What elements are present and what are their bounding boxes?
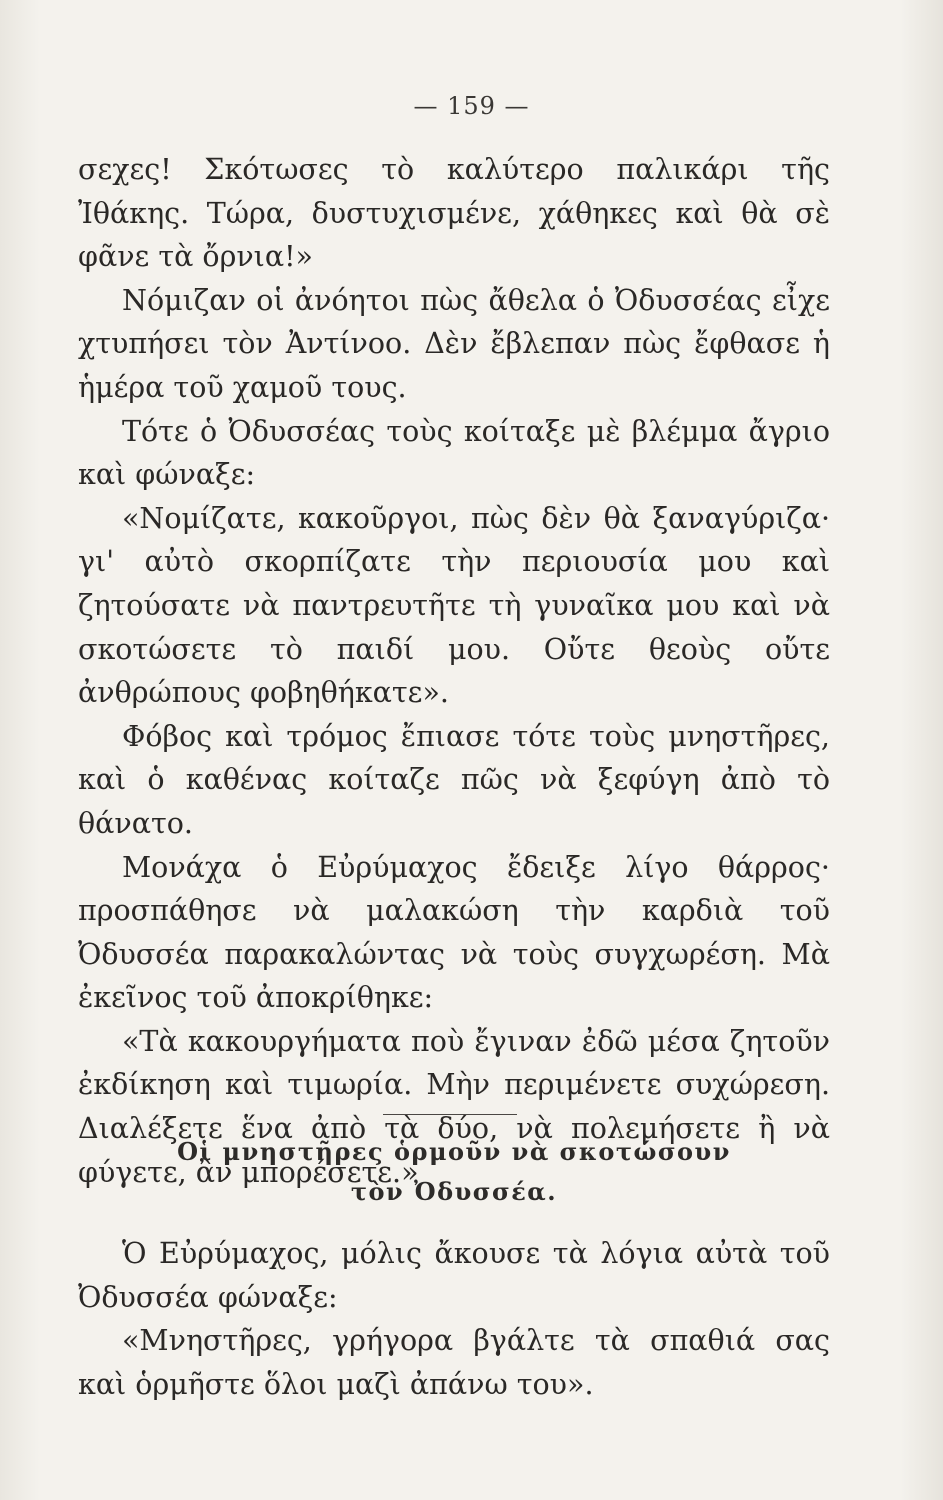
page-number: — 159 —: [413, 92, 530, 120]
section-body-text: [78, 1232, 830, 1406]
paragraph-4: «Νομίζατε, κακοῦργοι, πὼς δὲν θὰ ξαναγύριζα· γι' αὐτὸ σκορπίζατε τὴν περιουσία μου καὶ ζητούσατε νὰ παντρευτῆτε τὴ γυναῖκα μου καὶ νὰ σκοτώσετε τὸ παιδί μου. Οὔτε θεοὺς οὔτε ἀνθρώπους φοβηθήκατε».: [78, 501, 830, 710]
paragraph-6: Μονάχα ὁ Εὐρύμαχος ἔδειξε λίγο θάρρος· προσπάθησε νὰ μαλακώση τὴν καρδιὰ τοῦ Ὀδυσσέα παρακαλώντας νὰ τοὺς συγχωρέση. Μὰ ἐκεῖνος τοῦ ἀποκρίθηκε:: [78, 850, 830, 1015]
section-heading-line-2: τὸν Ὀδυσσέα.: [350, 1177, 558, 1206]
paragraph-3: Τότε ὁ Ὀδυσσέας τοὺς κοίταξε μὲ βλέμμα ἄγριο καὶ φώναξε:: [78, 414, 830, 492]
section-divider: [383, 1114, 517, 1115]
section-heading: [78, 1132, 830, 1212]
section-paragraph-2: «Μνηστῆρες, γρήγορα βγάλτε τὰ σπαθιά σας καὶ ὁρμῆστε ὅλοι μαζὶ ἀπάνω του».: [78, 1324, 830, 1401]
section-heading-line-1: Οἱ μνηστῆρες ὁρμοῦν νὰ σκοτώσουν: [177, 1137, 731, 1166]
body-text: [78, 148, 830, 1194]
section-paragraph-1: Ὁ Εὐρύμαχος, μόλις ἄκουσε τὰ λόγια αὐτὰ τοῦ Ὀδυσσέα φώναξε:: [78, 1237, 830, 1314]
paragraph-1: σεχες! Σκότωσες τὸ καλύτερο παλικάρι τῆς Ἰθάκης. Τώρα, δυστυχισμένε, χάθηκες καὶ θὰ σὲ φᾶνε τὰ ὄρνια!»: [78, 153, 830, 274]
paragraph-7: «Τὰ κακουργήματα ποὺ ἔγιναν ἐδῶ μέσα ζητοῦν ἐκδίκηση καὶ τιμωρία. Μὴν περιμένετε συχώρεση. Διαλέξετε ἕνα ἀπὸ τὰ δύο, νὰ πολεμήσετε ἢ νὰ φύγετε, ἂν μπορέσετε.»: [78, 1024, 830, 1189]
paragraph-5: Φόβος καὶ τρόμος ἔπιασε τότε τοὺς μνηστῆρες, καὶ ὁ καθένας κοίταζε πῶς νὰ ξεφύγη ἀπὸ τὸ θάνατο.: [78, 719, 830, 840]
paragraph-2: Νόμιζαν οἱ ἀνόητοι πὼς ἄθελα ὁ Ὀδυσσέας εἶχε χτυπήσει τὸν Ἀντίνοο. Δὲν ἔβλεπαν πὼς ἔφθασε ἡ ἡμέρα τοῦ χαμοῦ τους.: [78, 283, 830, 404]
